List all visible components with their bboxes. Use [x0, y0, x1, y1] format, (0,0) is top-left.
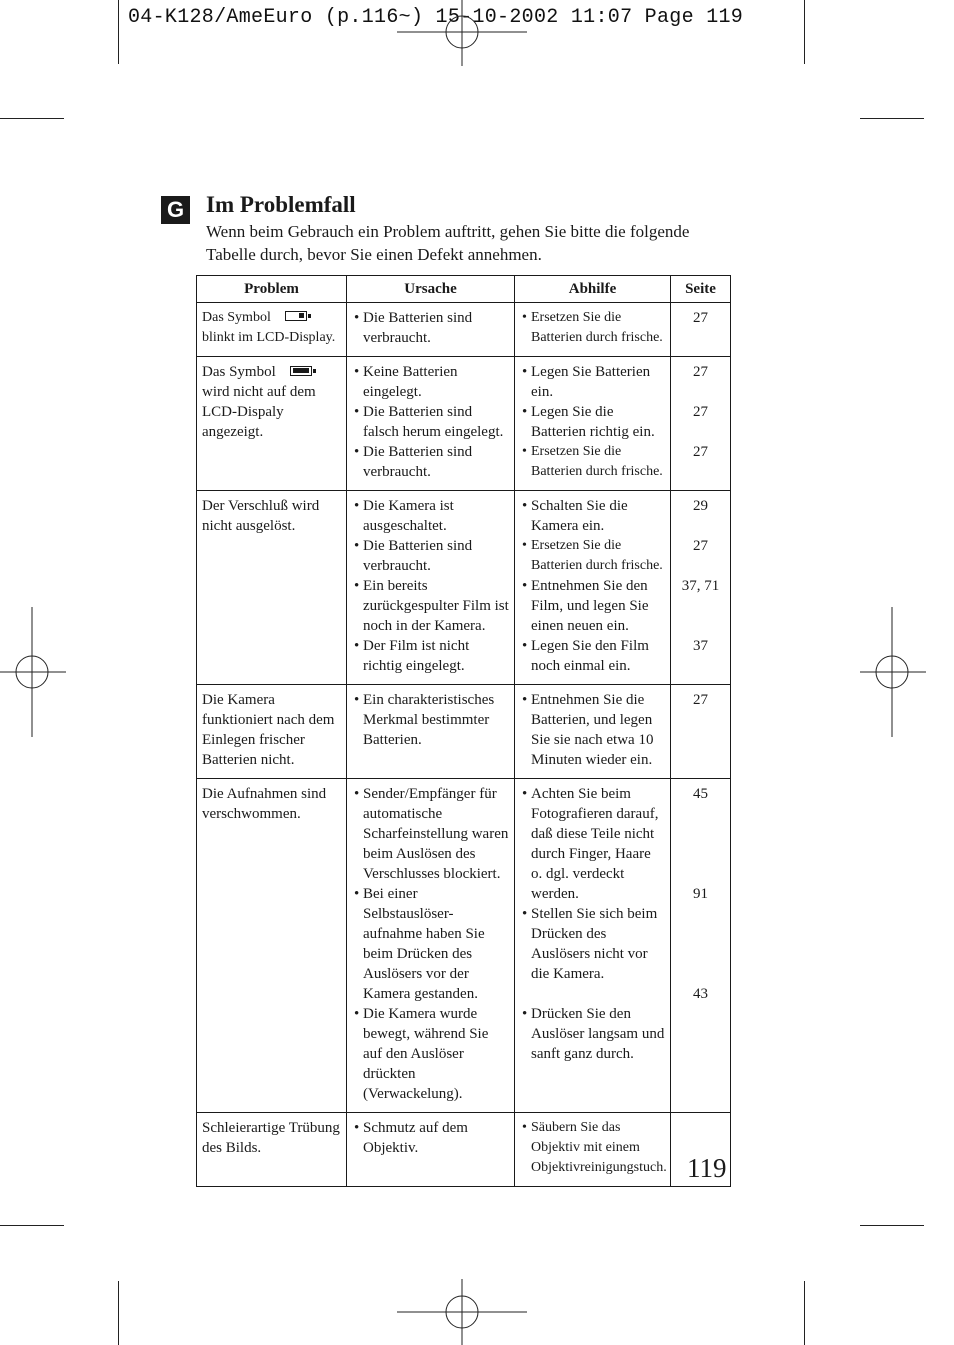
page-ref: 37, 71 [681, 578, 720, 594]
problem-text: Die Kamera funktioniert nach dem Einlegen frischer Batterien nicht. [202, 692, 335, 768]
table-header-row [197, 276, 731, 303]
page-ref: 27 [693, 692, 708, 708]
problem-text: blinkt im LCD-Display. [202, 330, 336, 345]
battery-full-icon [290, 366, 312, 376]
crop-mark [0, 1225, 64, 1226]
problem-text: Das Symbol [202, 310, 271, 325]
remedy-item: • Ersetzen Sie die Batterien durch frische. [520, 536, 665, 576]
cause-cell [347, 685, 515, 779]
page-ref-cell [671, 303, 731, 357]
problem-cell [197, 685, 347, 779]
page-ref: 27 [693, 310, 708, 326]
page-ref: 27 [693, 364, 708, 380]
language-badge: G [161, 196, 190, 224]
cause-item: • Die Batterien sind verbraucht. [352, 442, 509, 482]
intro-text: Wenn beim Gebrauch ein Problem auftritt, gehen Sie bitte die folgende Tabelle durch, bevor Sie einen Defekt annehmen. [206, 222, 690, 264]
cause-item: • Die Kamera wurde bewegt, während Sie auf den Auslöser drückten (Verwackelung). [352, 1004, 509, 1104]
crop-mark [118, 0, 119, 64]
remedy-cell [515, 357, 671, 491]
remedy-cell [515, 491, 671, 685]
registration-mark-left [0, 607, 66, 737]
cause-item: • Die Batterien sind verbraucht. [352, 536, 509, 576]
page-ref-cell [671, 779, 731, 1113]
remedy-item: • Entnehmen Sie die Batterien, und legen Sie sie nach etwa 10 Minuten wieder ein. [520, 690, 665, 770]
cause-cell [347, 303, 515, 357]
page-ref: 29 [693, 498, 708, 514]
crop-mark [0, 118, 64, 119]
remedy-item: • Schalten Sie die Kamera ein. [520, 496, 665, 536]
cause-item: • Keine Batterien eingelegt. [352, 362, 509, 402]
page-ref: 43 [693, 986, 708, 1002]
cause-item: • Die Batterien sind falsch herum eingelegt. [352, 402, 509, 442]
page-ref: 27 [693, 538, 708, 554]
troubleshooting-table [196, 275, 731, 1187]
cause-item: • Die Kamera ist ausgeschaltet. [352, 496, 509, 536]
remedy-item: • Achten Sie beim Fotografieren darauf, daß diese Teile nicht durch Finger, Haare o. dgl. verdeckt werden. [520, 784, 665, 904]
remedy-cell [515, 685, 671, 779]
problem-cell [197, 491, 347, 685]
crop-mark [860, 118, 924, 119]
remedy-item: • Ersetzen Sie die Batterien durch frische. [520, 308, 665, 348]
battery-low-icon [285, 311, 307, 321]
page-ref: 27 [693, 404, 708, 420]
print-job-header: 04-K128/AmeEuro (p.116~) 15-10-2002 11:07 Page 119 [128, 6, 744, 29]
registration-mark-top [397, 0, 527, 66]
problem-text: Die Aufnahmen sind verschwommen. [202, 786, 327, 822]
cause-cell [347, 357, 515, 491]
page-ref: 27 [693, 444, 708, 460]
page-ref: 37 [693, 638, 708, 654]
registration-mark-bottom [397, 1279, 527, 1345]
page-number: 119 [687, 1153, 727, 1183]
column-header-seite: Seite [671, 276, 731, 303]
page-ref-cell [671, 685, 731, 779]
problem-text: Das Symbol [202, 364, 276, 380]
cause-item: • Bei einer Selbstauslöser-aufnahme haben Sie beim Drücken des Auslösers vor der Kamera gestanden. [352, 884, 509, 1004]
cause-item: • Ein charakteristisches Merkmal bestimmter Batterien. [352, 690, 509, 750]
remedy-item: • Legen Sie Batterien ein. [520, 362, 665, 402]
remedy-item: • Legen Sie den Film noch einmal ein. [520, 636, 665, 676]
table-row [197, 779, 731, 1113]
cause-cell [347, 491, 515, 685]
crop-mark [804, 0, 805, 64]
cause-item: • Die Batterien sind verbraucht. [352, 308, 509, 348]
remedy-item: • Entnehmen Sie den Film, und legen Sie einen neuen ein. [520, 576, 665, 636]
cause-item: • Schmutz auf dem Objektiv. [352, 1118, 509, 1158]
page-title: Im Problemfall [206, 192, 356, 217]
page-ref: 91 [693, 886, 708, 902]
problem-cell [197, 303, 347, 357]
remedy-item: • Stellen Sie sich beim Drücken des Auslösers nicht vor die Kamera. [520, 904, 665, 984]
remedy-cell [515, 303, 671, 357]
table-row [197, 303, 731, 357]
table-row [197, 491, 731, 685]
page-ref: 45 [693, 786, 708, 802]
crop-mark [118, 1281, 119, 1345]
remedy-item: • Säubern Sie das Objektiv mit einem Objektivreinigungstuch. [520, 1118, 665, 1178]
cause-cell [347, 779, 515, 1113]
column-header-ursache: Ursache [347, 276, 515, 303]
cause-item: • Der Film ist nicht richtig eingelegt. [352, 636, 509, 676]
problem-text: Der Verschluß wird nicht ausgelöst. [202, 498, 320, 534]
table-row [197, 1113, 731, 1187]
crop-mark [804, 1281, 805, 1345]
page-ref-cell [671, 491, 731, 685]
cause-item: • Ein bereits zurückgespulter Film ist noch in der Kamera. [352, 576, 509, 636]
remedy-cell [515, 779, 671, 1113]
remedy-item: • Ersetzen Sie die Batterien durch frische. [520, 442, 665, 482]
problem-cell [197, 779, 347, 1113]
cause-item: • Sender/Empfänger für automatische Scharfeinstellung waren beim Auslösen des Verschlusses blockiert. [352, 784, 509, 884]
problem-cell [197, 357, 347, 491]
registration-mark-right [860, 607, 926, 737]
table-row [197, 357, 731, 491]
column-header-abhilfe: Abhilfe [515, 276, 671, 303]
table-row [197, 685, 731, 779]
crop-mark [860, 1225, 924, 1226]
problem-text: Schleierartige Trübung des Bilds. [202, 1120, 340, 1156]
remedy-cell [515, 1113, 671, 1187]
remedy-item: • Legen Sie die Batterien richtig ein. [520, 402, 665, 442]
remedy-item: • Drücken Sie den Auslöser langsam und sanft ganz durch. [520, 1004, 665, 1064]
cause-cell [347, 1113, 515, 1187]
problem-cell [197, 1113, 347, 1187]
column-header-problem: Problem [197, 276, 347, 303]
page-ref-cell [671, 357, 731, 491]
problem-text: wird nicht auf dem LCD-Dispaly angezeigt. [202, 384, 316, 440]
